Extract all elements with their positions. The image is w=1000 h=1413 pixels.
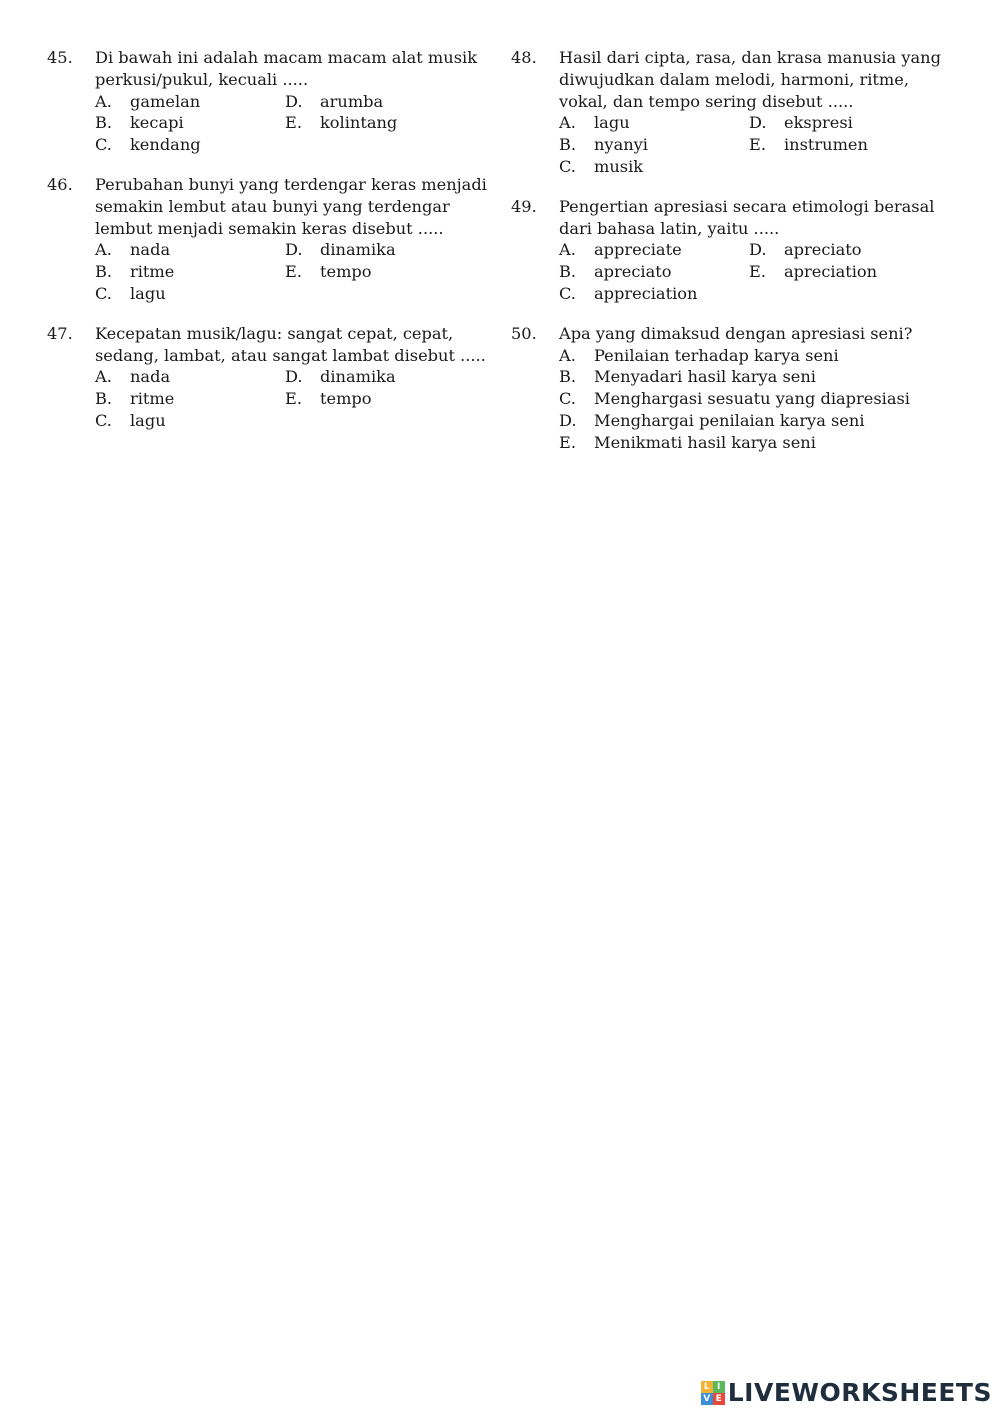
- option-text: apreciation: [784, 262, 878, 282]
- option-e[interactable]: [285, 261, 475, 283]
- option-text: nyanyi: [594, 135, 648, 155]
- left-column: [47, 47, 487, 450]
- option-d[interactable]: [285, 91, 475, 113]
- option-text: Penilaian terhadap karya seni: [594, 345, 839, 365]
- question-number: 45.: [47, 48, 73, 67]
- option-text: Menikmati hasil karya seni: [594, 432, 816, 452]
- options-list: [95, 239, 487, 304]
- option-text: gamelan: [130, 91, 201, 111]
- question-number: 47.: [47, 323, 73, 343]
- option-d[interactable]: [559, 410, 939, 432]
- option-letter: E.: [749, 262, 766, 282]
- option-letter: B.: [95, 113, 113, 133]
- option-letter: C.: [559, 283, 576, 303]
- question-50: [511, 323, 951, 454]
- question-text: Apa yang dimaksud dengan apresiasi seni?: [559, 323, 913, 343]
- question-47: [47, 323, 487, 432]
- option-text: arumba: [320, 91, 384, 111]
- question-number: 46.: [47, 174, 73, 194]
- option-text: ritme: [130, 389, 175, 409]
- option-letter: A.: [559, 240, 576, 260]
- option-a[interactable]: [95, 239, 285, 261]
- option-text: lagu: [594, 113, 630, 133]
- option-letter: A.: [95, 240, 112, 260]
- option-letter: B.: [559, 367, 577, 387]
- option-letter: E.: [559, 432, 576, 452]
- option-letter: B.: [95, 262, 113, 282]
- option-letter: A.: [95, 91, 112, 111]
- option-letter: D.: [285, 240, 303, 260]
- option-letter: E.: [285, 389, 302, 409]
- options-list: [95, 366, 487, 431]
- option-d[interactable]: [749, 239, 939, 261]
- logo-square-e: E: [713, 1393, 725, 1405]
- option-text: tempo: [320, 389, 372, 409]
- option-b[interactable]: [95, 388, 285, 410]
- option-letter: D.: [285, 367, 303, 387]
- option-letter: D.: [559, 410, 577, 430]
- option-text: ekspresi: [784, 113, 853, 133]
- option-letter: D.: [285, 91, 303, 111]
- option-c[interactable]: [559, 283, 749, 305]
- liveworksheets-logo-text: LIVEWORKSHEETS: [727, 1378, 992, 1407]
- option-a[interactable]: [95, 91, 285, 113]
- option-letter: A.: [559, 345, 576, 365]
- option-text: kolintang: [320, 113, 398, 133]
- option-d[interactable]: [285, 239, 475, 261]
- question-text: Kecepatan musik/lagu: sangat cepat, cepat, sedang, lambat, atau sangat lambat disebut .....: [95, 323, 486, 365]
- option-text: musik: [594, 156, 644, 176]
- option-text: ritme: [130, 262, 175, 282]
- option-letter: B.: [559, 135, 577, 155]
- option-text: kecapi: [130, 113, 184, 133]
- option-text: lagu: [130, 283, 166, 303]
- option-text: apreciato: [594, 262, 672, 282]
- option-letter: C.: [95, 410, 112, 430]
- liveworksheets-logo-icon: [701, 1381, 725, 1405]
- option-letter: B.: [95, 389, 113, 409]
- option-text: lagu: [130, 410, 166, 430]
- option-letter: C.: [559, 156, 576, 176]
- question-number: 49.: [511, 196, 537, 216]
- option-letter: E.: [285, 262, 302, 282]
- option-text: Menyadari hasil karya seni: [594, 367, 816, 387]
- option-text: dinamika: [320, 240, 396, 260]
- option-a[interactable]: [95, 366, 285, 388]
- option-a[interactable]: [559, 239, 749, 261]
- options-list: [559, 112, 951, 177]
- option-c[interactable]: [95, 410, 285, 432]
- option-c[interactable]: [559, 156, 749, 178]
- right-column: [511, 47, 951, 472]
- logo-square-l: L: [701, 1381, 713, 1393]
- option-text: appreciate: [594, 240, 682, 260]
- question-46: [47, 174, 487, 305]
- option-e[interactable]: [749, 134, 939, 156]
- logo-square-i: I: [713, 1381, 725, 1393]
- option-letter: C.: [559, 389, 576, 409]
- options-list: [95, 91, 487, 156]
- option-letter: E.: [749, 135, 766, 155]
- question-text: Pengertian apresiasi secara etimologi berasal dari bahasa latin, yaitu .....: [559, 196, 935, 238]
- option-text: Menghargasi sesuatu yang diapresiasi: [594, 389, 910, 409]
- question-text: Di bawah ini adalah macam macam alat musik perkusi/pukul, kecuali .....: [95, 48, 478, 89]
- options-list: [559, 239, 951, 304]
- option-text: nada: [130, 240, 171, 260]
- option-text: Menghargai penilaian karya seni: [594, 410, 865, 430]
- question-number: 48.: [511, 48, 537, 67]
- option-letter: A.: [95, 367, 112, 387]
- option-a[interactable]: [559, 345, 939, 367]
- option-e[interactable]: [749, 261, 939, 283]
- option-text: apreciato: [784, 240, 862, 260]
- question-49: [511, 196, 951, 305]
- option-a[interactable]: [559, 112, 749, 134]
- logo-square-v: V: [701, 1393, 713, 1405]
- option-text: instrumen: [784, 135, 868, 155]
- question-45: [47, 47, 487, 156]
- options-list: [559, 345, 951, 454]
- question-48: [511, 47, 951, 178]
- option-text: nada: [130, 367, 171, 387]
- option-b[interactable]: [95, 261, 285, 283]
- option-b[interactable]: [559, 134, 749, 156]
- option-e[interactable]: [285, 388, 475, 410]
- option-b[interactable]: [559, 261, 749, 283]
- option-d[interactable]: [749, 112, 939, 134]
- option-d[interactable]: [285, 366, 475, 388]
- option-text: dinamika: [320, 367, 396, 387]
- option-e[interactable]: [285, 112, 475, 134]
- option-c[interactable]: [559, 388, 939, 410]
- option-letter: C.: [95, 283, 112, 303]
- option-letter: B.: [559, 262, 577, 282]
- question-text: Perubahan bunyi yang terdengar keras menjadi semakin lembut atau bunyi yang terdengar lembut menjadi semakin keras disebut .....: [95, 174, 487, 238]
- option-letter: D.: [749, 113, 767, 133]
- option-c[interactable]: [95, 134, 285, 156]
- option-b[interactable]: [559, 366, 939, 388]
- option-letter: E.: [285, 113, 302, 133]
- question-text: Hasil dari cipta, rasa, dan krasa manusia yang diwujudkan dalam melodi, harmoni, ritme, vokal, dan tempo sering disebut .....: [559, 48, 941, 111]
- option-c[interactable]: [95, 283, 285, 305]
- liveworksheets-logo: [701, 1379, 992, 1407]
- option-letter: C.: [95, 135, 112, 155]
- question-number: 50.: [511, 323, 537, 343]
- option-text: kendang: [130, 135, 201, 155]
- option-text: tempo: [320, 262, 372, 282]
- option-letter: A.: [559, 113, 576, 133]
- option-e[interactable]: [559, 432, 939, 454]
- option-letter: D.: [749, 240, 767, 260]
- option-text: appreciation: [594, 283, 698, 303]
- option-b[interactable]: [95, 112, 285, 134]
